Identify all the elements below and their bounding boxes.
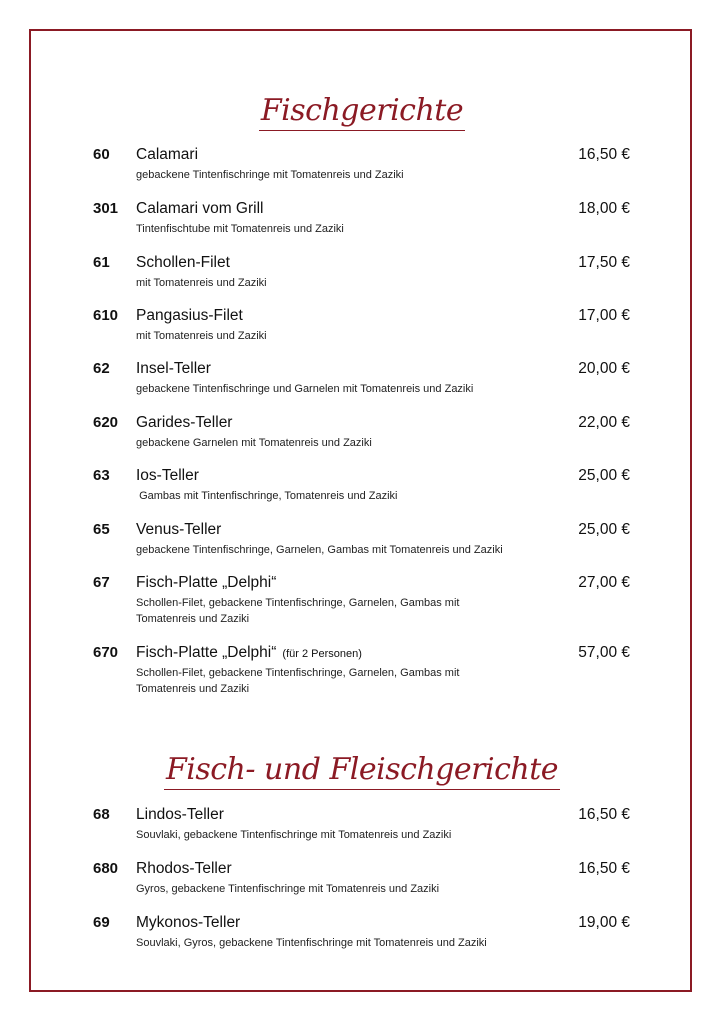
item-name — [136, 914, 240, 932]
item-name-text: Rhodos-Teller — [136, 860, 232, 877]
item-number: 680 — [93, 860, 119, 877]
item-price: 19,00 € — [578, 914, 630, 931]
item-name — [136, 521, 221, 539]
item-name-text: Venus-Teller — [136, 521, 222, 538]
section-title-fischgerichte: Fischgerichte — [0, 93, 724, 131]
item-description: gebackene Garnelen mit Tomatenreis und Zaziki — [136, 437, 372, 449]
item-name — [136, 467, 199, 485]
item-name — [136, 806, 224, 824]
item-name-text: Fisch-Platte „Delphi“ — [136, 644, 277, 661]
item-price: 16,50 € — [578, 806, 630, 823]
item-name-text: Insel-Teller — [136, 360, 211, 377]
item-name — [136, 307, 243, 325]
item-price: 16,50 € — [578, 146, 630, 163]
item-name-text: Ios-Teller — [136, 467, 199, 484]
item-number: 62 — [93, 360, 110, 377]
item-description: Tintenfischtube mit Tomatenreis und Zaziki — [136, 223, 344, 235]
item-description: Gambas mit Tintenfischringe, Tomatenreis und Zaziki — [136, 490, 398, 502]
item-note: (für 2 Personen) — [282, 648, 362, 660]
item-number: 60 — [93, 146, 110, 163]
item-price: 57,00 € — [578, 644, 630, 661]
item-name-text: Calamari vom Grill — [136, 200, 264, 217]
item-description: Gyros, gebackene Tintenfischringe mit Tomatenreis und Zaziki — [136, 883, 440, 895]
item-number: 68 — [93, 806, 110, 823]
item-price: 18,00 € — [578, 200, 630, 217]
item-description: Souvlaki, Gyros, gebackene Tintenfischringe mit Tomatenreis und Zaziki — [136, 937, 487, 949]
item-price: 20,00 € — [578, 360, 630, 377]
item-name — [136, 414, 232, 432]
item-number: 65 — [93, 521, 110, 538]
item-name — [136, 574, 276, 592]
item-description: Schollen-Filet, gebackene Tintenfischringe, Garnelen, Gambas mit Tomatenreis und Zaziki — [136, 667, 460, 695]
item-name-text: Fisch-Platte „Delphi“ — [136, 574, 277, 591]
item-name — [136, 860, 232, 878]
item-description: gebackene Tintenfischringe und Garnelen mit Tomatenreis und Zaziki — [136, 383, 474, 395]
item-description: gebackene Tintenfischringe, Garnelen, Gambas mit Tomatenreis und Zaziki — [136, 544, 503, 556]
item-price: 17,50 € — [578, 254, 630, 271]
item-number: 61 — [93, 254, 110, 271]
item-price: 16,50 € — [578, 860, 630, 877]
item-number: 67 — [93, 574, 110, 591]
item-description: mit Tomatenreis und Zaziki — [136, 330, 267, 342]
item-number: 610 — [93, 307, 119, 324]
item-description: Souvlaki, gebackene Tintenfischringe mit Tomatenreis und Zaziki — [136, 829, 452, 841]
item-name — [136, 200, 263, 218]
item-number: 620 — [93, 414, 119, 431]
item-price: 25,00 € — [578, 521, 630, 538]
item-number: 63 — [93, 467, 110, 484]
item-description: gebackene Tintenfischringe mit Tomatenreis und Zaziki — [136, 169, 404, 181]
item-name — [136, 254, 230, 272]
item-number: 670 — [93, 644, 119, 661]
item-description: mit Tomatenreis und Zaziki — [136, 277, 267, 289]
item-price: 17,00 € — [578, 307, 630, 324]
item-name-text: Mykonos-Teller — [136, 914, 241, 931]
item-name-text: Schollen-Filet — [136, 254, 230, 271]
item-name-text: Pangasius-Filet — [136, 307, 243, 324]
item-name — [136, 644, 362, 662]
item-name — [136, 360, 211, 378]
section-title-fisch-und-fleischgerichte: Fisch- und Fleischgerichte — [0, 752, 724, 790]
item-price: 27,00 € — [578, 574, 630, 591]
item-description: Schollen-Filet, gebackene Tintenfischringe, Garnelen, Gambas mit Tomatenreis und Zaziki — [136, 597, 460, 625]
item-number: 69 — [93, 914, 110, 931]
item-name — [136, 146, 198, 164]
item-name-text: Lindos-Teller — [136, 806, 224, 823]
item-name-text: Calamari — [136, 146, 199, 163]
item-number: 301 — [93, 200, 119, 217]
item-price: 22,00 € — [578, 414, 630, 431]
item-price: 25,00 € — [578, 467, 630, 484]
item-name-text: Garides-Teller — [136, 414, 233, 431]
